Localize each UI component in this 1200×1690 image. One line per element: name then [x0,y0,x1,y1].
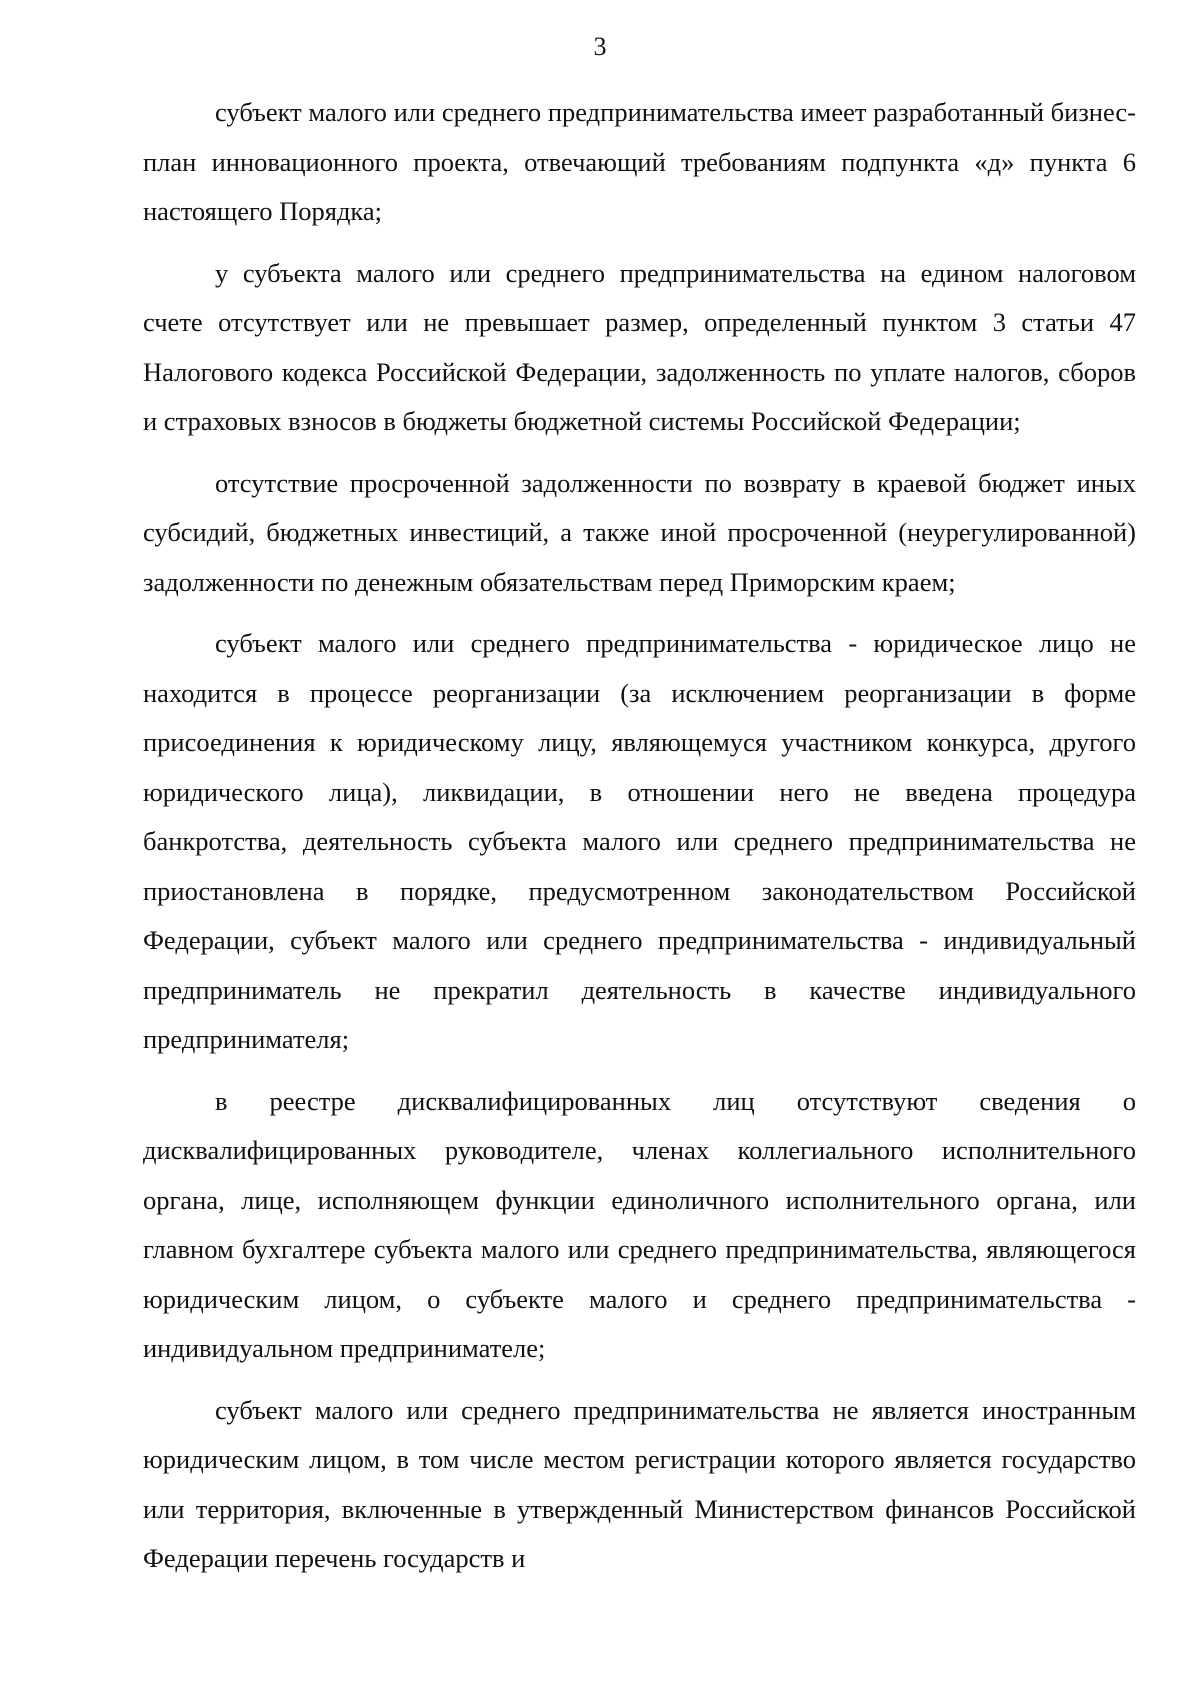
paragraph-disqualified-persons: в реестре дисквалифицированных лиц отсутствуют сведения о дисквалифицированных руководителе, членах коллегиального исполнительного органа, лице, исполняющем функции единоличного исполнительного органа, или главном бухгалтере субъекта малого или среднего предпринимательства, являющегося юридическим лицом, о субъекте малого и среднего предпринимательства - индивидуальном предпринимателе; [143,1085,1136,1363]
paragraph-overdue-debt: отсутствие просроченной задолженности по возврату в краевой бюджет иных субсидий, бюджетных инвестиций, а также иной просроченной (неурегулированной) задолженности по денежным обязательствам перед Приморским краем; [143,467,1136,597]
paragraph-tax-debt: у субъекта малого или среднего предпринимательства на едином налоговом счете отсутствует или не превышает размер, определенный пунктом 3 статьи 47 Налогового кодекса Российской Федерации, задолженность по уплате налогов, сборов и страховых взносов в бюджеты бюджетной системы Российской Федерации; [143,257,1136,436]
paragraph-business-plan: субъект малого или среднего предпринимательства имеет разработанный бизнес-план инновационного проекта, отвечающий требованиям подпункта «д» пункта 6 настоящего Порядка; [143,97,1136,226]
page-number: 3 [593,32,607,61]
paragraph-reorganization: субъект малого или среднего предпринимательства - юридическое лицо не находится в процессе реорганизации (за исключением реорганизации в форме присоединения к юридическому лицу, являющемуся участником конкурса, другого юридического лица), ликвидации, в отношении него не введена процедура банкротства, деятельность субъекта малого или среднего предпринимательства не приостановлена в порядке, предусмотренном законодательством Российской Федерации, субъект малого или среднего предпринимательства - индивидуальный предприниматель не прекратил деятельность в качестве индивидуального предпринимателя; [143,628,1136,1054]
document-body [143,88,1136,1596]
paragraph-foreign-entity: субъект малого или среднего предпринимательства не является иностранным юридическим лицом, в том числе местом регистрации которого является государство или территория, включенные в утвержденный Министерством финансов Российской Федерации перечень государств и [143,1394,1136,1573]
